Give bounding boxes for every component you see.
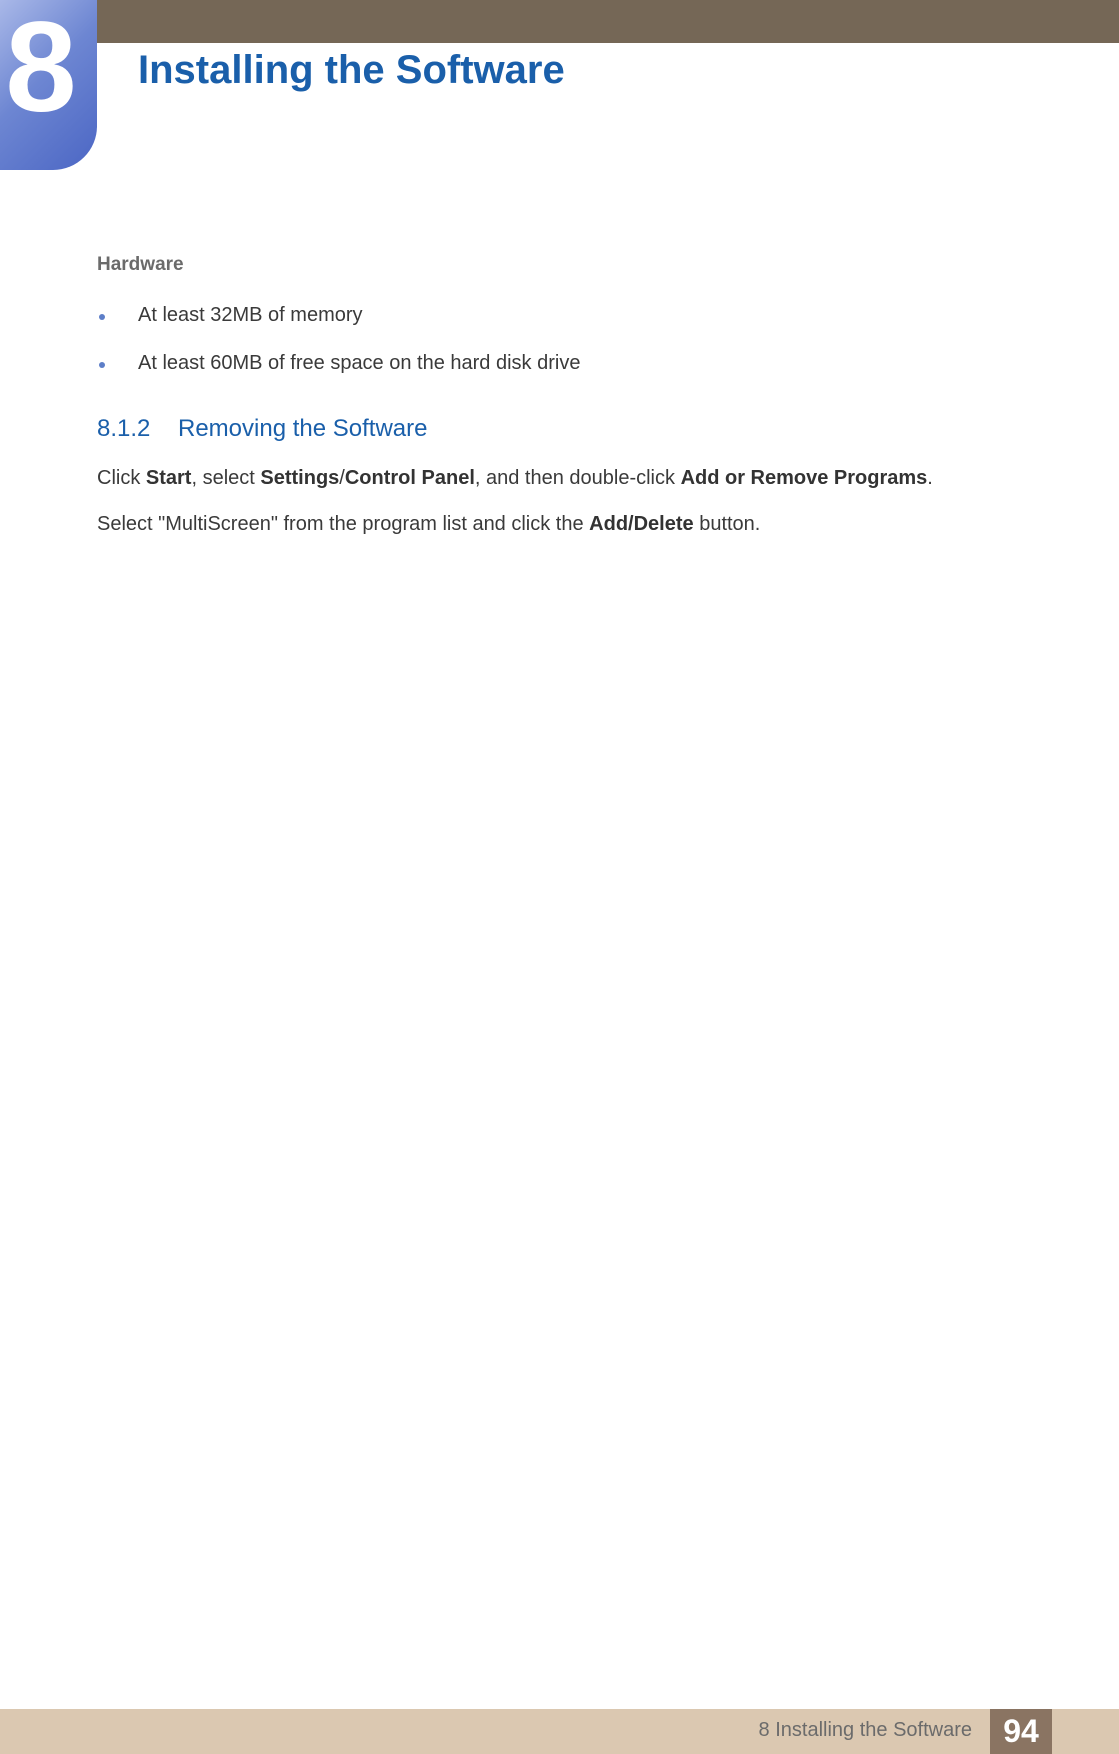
hardware-list: [97, 303, 1057, 375]
chapter-tab: [0, 0, 97, 170]
start-term: Start: [145, 467, 192, 489]
hardware-label: Hardware: [97, 254, 184, 275]
add-remove-programs-term: Add or Remove Programs: [680, 467, 928, 489]
list-item: [97, 303, 1057, 327]
list-item-text: At least 60MB of free space on the hard disk drive: [138, 352, 581, 374]
bullet-dot-icon: [99, 362, 105, 368]
section-title: Removing the Software: [178, 415, 428, 442]
page-content: [97, 253, 1057, 536]
bullet-dot-icon: [99, 314, 105, 320]
list-item: [97, 351, 1057, 375]
instruction-paragraph-1: [97, 466, 1057, 490]
instruction-paragraph-2: [97, 512, 1057, 536]
page-number: 94: [990, 1709, 1052, 1754]
settings-term: Settings: [260, 467, 340, 489]
control-panel-term: Control Panel: [344, 467, 475, 489]
text-run: , and then double-click: [474, 467, 681, 489]
add-delete-term: Add/Delete: [589, 513, 694, 535]
text-run: /: [339, 467, 345, 489]
text-run: .: [927, 467, 933, 489]
text-run: Select "MultiScreen" from the program list and click the: [97, 513, 590, 535]
text-run: , select: [191, 467, 261, 489]
text-run: Click: [97, 467, 146, 489]
section-heading: [97, 414, 1057, 444]
chapter-title: Installing the Software: [138, 48, 565, 92]
list-item-text: At least 32MB of memory: [138, 304, 363, 326]
text-run: button.: [693, 513, 761, 535]
header-bar: [0, 0, 1119, 43]
footer-chapter-label: 8 Installing the Software: [758, 1719, 972, 1741]
chapter-number: 8: [5, 0, 77, 139]
section-number: 8.1.2: [97, 415, 151, 442]
